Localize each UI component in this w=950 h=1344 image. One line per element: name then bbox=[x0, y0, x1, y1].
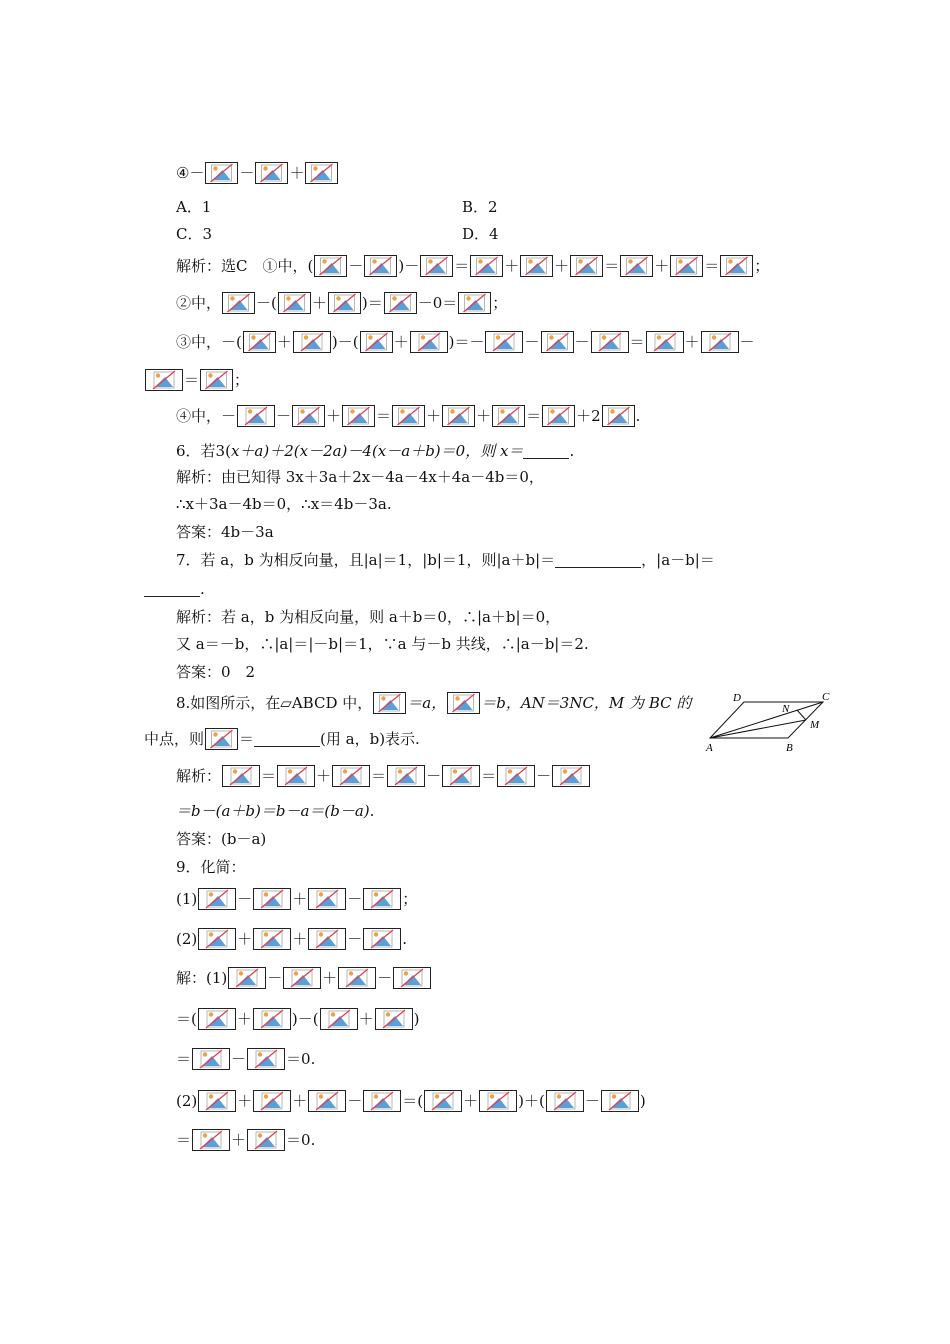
image-placeholder-icon bbox=[255, 162, 288, 184]
image-placeholder-icon bbox=[314, 255, 347, 277]
image-placeholder-icon bbox=[253, 1090, 291, 1112]
image-placeholder-icon bbox=[278, 292, 311, 314]
image-placeholder-icon bbox=[205, 162, 238, 184]
image-placeholder-icon bbox=[192, 1129, 230, 1151]
image-placeholder-icon bbox=[205, 728, 238, 750]
image-placeholder-icon bbox=[375, 1008, 413, 1030]
image-placeholder-icon bbox=[308, 928, 346, 950]
image-placeholder-icon bbox=[200, 369, 233, 391]
image-placeholder-icon bbox=[497, 765, 535, 787]
q9-solution-2b: ＝ ＋ ＝0. bbox=[176, 1131, 316, 1149]
image-placeholder-icon bbox=[360, 331, 393, 353]
q8-explain-2: ＝b－(a＋b)＝b－a＝(b－a). bbox=[176, 802, 375, 820]
option-c: C．3 bbox=[176, 225, 213, 243]
image-placeholder-icon bbox=[442, 765, 480, 787]
image-placeholder-icon bbox=[247, 1048, 285, 1070]
answer-blank bbox=[555, 553, 641, 568]
image-placeholder-icon bbox=[342, 405, 375, 427]
image-placeholder-icon bbox=[308, 1090, 346, 1112]
image-placeholder-icon bbox=[542, 405, 575, 427]
image-placeholder-icon bbox=[479, 1090, 517, 1112]
q5-explain-3: ③中，－ ( ＋ )－( ＋ )＝－ － － ＝ ＋ － bbox=[176, 333, 755, 351]
q5-explain-4: ④中，－ － ＋ ＝ ＋ ＋ ＝ ＋2 . bbox=[176, 407, 641, 425]
image-placeholder-icon bbox=[363, 1090, 401, 1112]
q7-explain-1: 解析：若 a，b 为相反向量，则 a＋b＝0，∴|a＋b|＝0， bbox=[176, 608, 561, 626]
option-a: A．1 bbox=[176, 198, 212, 216]
q6-explain-2: ∴x＋3a－4b＝0，∴x＝4b－3a. bbox=[176, 495, 392, 513]
q6-answer: 答案：4b－3a bbox=[176, 523, 274, 541]
image-placeholder-icon bbox=[328, 292, 361, 314]
label-A: A bbox=[706, 742, 713, 754]
image-placeholder-icon bbox=[602, 405, 635, 427]
image-placeholder-icon bbox=[253, 928, 291, 950]
q5-explain-3-cont: ＝ ； bbox=[144, 369, 249, 391]
image-placeholder-icon bbox=[646, 331, 684, 353]
image-placeholder-icon bbox=[458, 292, 491, 314]
image-placeholder-icon bbox=[424, 1090, 462, 1112]
image-placeholder-icon bbox=[591, 331, 629, 353]
image-placeholder-icon bbox=[541, 331, 574, 353]
image-placeholder-icon bbox=[485, 331, 523, 353]
image-placeholder-icon bbox=[552, 765, 590, 787]
option-d: D．4 bbox=[462, 225, 499, 243]
image-placeholder-icon bbox=[247, 1129, 285, 1151]
option-b: B．2 bbox=[462, 198, 498, 216]
q7-stem: 7．若 a，b 为相反向量，且|a|＝1，|b|＝1，则|a＋b|＝ ，|a－b|＝ bbox=[176, 551, 715, 569]
image-placeholder-icon bbox=[392, 405, 425, 427]
image-placeholder-icon bbox=[384, 292, 417, 314]
image-placeholder-icon bbox=[393, 967, 431, 989]
q9-solution-2: (2) ＋ ＋ － ＝( ＋ )＋( － ) bbox=[176, 1092, 646, 1110]
q9-solution-1b: ＝( ＋ )－( ＋ ) bbox=[176, 1010, 420, 1028]
image-placeholder-icon bbox=[442, 405, 475, 427]
image-placeholder-icon bbox=[198, 1090, 236, 1112]
q8-answer: 答案：(b－a) bbox=[176, 830, 267, 848]
image-placeholder-icon bbox=[198, 888, 236, 910]
image-placeholder-icon bbox=[198, 928, 236, 950]
image-placeholder-icon bbox=[338, 967, 376, 989]
q5-explain-2: ②中， －( ＋ )＝ －0＝ ； bbox=[176, 294, 508, 312]
label-M: M bbox=[810, 719, 820, 731]
image-placeholder-icon bbox=[601, 1090, 639, 1112]
label-N: N bbox=[782, 703, 790, 715]
answer-blank bbox=[523, 444, 569, 459]
answer-blank bbox=[254, 732, 320, 747]
image-placeholder-icon bbox=[277, 765, 315, 787]
q9-solution-1c: ＝ － ＝0. bbox=[176, 1050, 316, 1068]
q6-stem: 6．若3( x＋a)＋2(x－2a)－4(x－a＋b)＝0，则 x＝ . bbox=[176, 442, 575, 460]
image-placeholder-icon bbox=[620, 255, 653, 277]
image-placeholder-icon bbox=[192, 1048, 230, 1070]
label-B: B bbox=[786, 742, 793, 754]
image-placeholder-icon bbox=[570, 255, 603, 277]
q7-explain-2: 又 a＝－b，∴|a|＝|－b|＝1，∵a 与－b 共线，∴|a－b|＝2. bbox=[176, 635, 589, 653]
image-placeholder-icon bbox=[253, 888, 291, 910]
parallelogram-figure bbox=[702, 690, 847, 758]
q8-stem-cont: 中点，则 ＝ (用 a，b)表示. bbox=[144, 730, 420, 748]
image-placeholder-icon bbox=[320, 1008, 358, 1030]
image-placeholder-icon bbox=[447, 692, 480, 714]
q7-answer: 答案：0 2 bbox=[176, 663, 256, 681]
q8-stem: 8.如图所示，在▱ABCD 中， ＝a， ＝b，AN＝3NC，M 为 BC 的 bbox=[176, 694, 692, 712]
image-placeholder-icon bbox=[670, 255, 703, 277]
image-placeholder-icon bbox=[237, 405, 275, 427]
image-placeholder-icon bbox=[332, 765, 370, 787]
q8-explain-1: 解析： ＝ ＋ ＝ － ＝ － bbox=[176, 765, 591, 787]
answer-blank bbox=[144, 582, 200, 597]
image-placeholder-icon bbox=[373, 692, 406, 714]
image-placeholder-icon bbox=[410, 331, 448, 353]
image-placeholder-icon bbox=[292, 405, 325, 427]
image-placeholder-icon bbox=[520, 255, 553, 277]
label-D: D bbox=[733, 692, 741, 704]
q9-title: 9．化简： bbox=[176, 858, 246, 876]
image-placeholder-icon bbox=[701, 331, 739, 353]
image-placeholder-icon bbox=[145, 369, 183, 391]
image-placeholder-icon bbox=[253, 1008, 291, 1030]
image-placeholder-icon bbox=[243, 331, 276, 353]
q9-solution-1: 解：(1) － ＋ － bbox=[176, 967, 432, 989]
image-placeholder-icon bbox=[363, 888, 401, 910]
label-C: C bbox=[822, 691, 830, 703]
image-placeholder-icon bbox=[222, 292, 255, 314]
q7-stem-cont: . bbox=[144, 578, 205, 600]
image-placeholder-icon bbox=[387, 765, 425, 787]
image-placeholder-icon bbox=[308, 888, 346, 910]
image-placeholder-icon bbox=[305, 162, 338, 184]
q9-part-1: (1) － ＋ － ； bbox=[176, 890, 418, 908]
image-placeholder-icon bbox=[720, 255, 753, 277]
image-placeholder-icon bbox=[492, 405, 525, 427]
image-placeholder-icon bbox=[283, 967, 321, 989]
q9-part-2: (2) ＋ ＋ － . bbox=[176, 930, 408, 948]
image-placeholder-icon bbox=[228, 967, 266, 989]
image-placeholder-icon bbox=[470, 255, 503, 277]
option-line-4: ④－ － ＋ bbox=[176, 162, 339, 184]
image-placeholder-icon bbox=[364, 255, 397, 277]
image-placeholder-icon bbox=[363, 928, 401, 950]
q5-explain-1: 解析：选C ①中， ( － )－ ＝ ＋ ＋ ＝ ＋ ＝ ； bbox=[176, 257, 770, 275]
image-placeholder-icon bbox=[420, 255, 453, 277]
image-placeholder-icon bbox=[546, 1090, 584, 1112]
image-placeholder-icon bbox=[222, 765, 260, 787]
image-placeholder-icon bbox=[198, 1008, 236, 1030]
q6-explain-1: 解析：由已知得 3x＋3a＋2x－4a－4x＋4a－4b＝0， bbox=[176, 468, 544, 486]
image-placeholder-icon bbox=[293, 331, 331, 353]
